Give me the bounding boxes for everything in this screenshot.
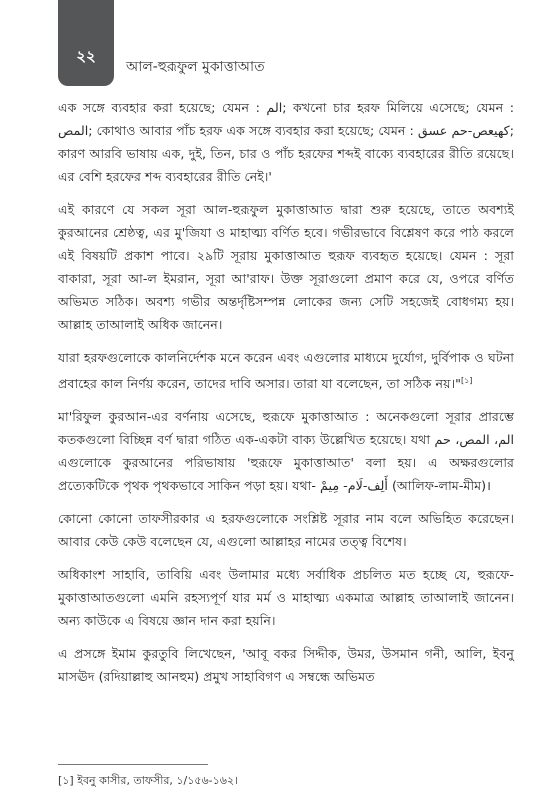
paragraph-5: কোনো কোনো তাফসীরকার এ হরফগুলোকে সংশ্লিষ্ট সূরার নাম বলে অভিহিত করেছেন। আবার কেউ কেউ বলেছেন যে, এগুলো আল্লাহর নামের তত্ত্ব বিশেষ। xyxy=(58,511,514,550)
page-number: ২২ xyxy=(76,47,96,65)
footnote-divider xyxy=(58,764,208,765)
page-header xyxy=(0,0,551,90)
footnote: [১] ইবনু কাসীর, তাফসীর, ১/১৫৬-১৬২। xyxy=(58,774,239,787)
page-body xyxy=(58,96,514,698)
page-number-tab xyxy=(58,0,114,86)
paragraph-6: অধিকাংশ সাহাবি, তাবিয়ি এবং উলামার মধ্যে সর্বাধিক প্রচলিত মত হচ্ছে যে, হুরূফে-মুকাত্তাআতগুলো এমনি রহস্যপূর্ণ যার মর্ম ও মাহাত্ম্য একমাত্র আল্লাহ তাআলাই জানেন। অন্য কাউকে এ বিষয়ে জ্ঞান দান করা হয়নি। xyxy=(58,567,514,629)
paragraph-3-text: যারা হরফগুলোকে কালনির্দেশক মনে করেন এবং এগুলোর মাধ্যমে দুর্যোগ, দুর্বিপাক ও ঘটনা প্রবাহের কাল নির্ণয় করেন, তাদের দাবি অসার। তারা যা বলেছেন, তা সঠিক নয়।" xyxy=(58,350,514,392)
paragraph-3 xyxy=(58,346,514,395)
paragraph-2: এই কারণে যে সকল সূরা আল-হুরূফুল মুকাত্তাআত দ্বারা শুরু হয়েছে, তাতে অবশ্যই কুরআনের শ্রেষ্ঠত্ব, এর মু'জিযা ও মাহাত্ম্য বর্ণিত হবে। গভীরভাবে বিশ্লেষণ করে পাঠ করলে এই বিষয়টি প্রকাশ পাবে। ২৯টি সূরায় মুকাত্তাআত হুরূফ ব্যবহৃত হয়েছে। যেমন : সূরা বাকারা, সূরা আ-ল ইমরান, সূরা আ'রাফ। উক্ত সূরাগুলো প্রমাণ করে যে, ওপরে বর্ণিত অভিমত সঠিক। অবশ্য গভীর অন্তর্দৃষ্টিসম্পন্ন লোকের জন্য সেটি সহজেই বোধগম্য হয়। আল্লাহ তাআলাই অধিক জানেন। xyxy=(58,202,514,332)
footnote-reference[interactable]: [১] xyxy=(460,376,473,385)
paragraph-1: এক সঙ্গে ব্যবহার করা হয়েছে; যেমন : الم; কখনো চার হরফ মিলিয়ে এসেছে; যেমন : المص; কোথাও আবার পাঁচ হরফ এক সঙ্গে ব্যবহার করা হয়েছে; যেমন : كهيعص-حم عسق; কারণ আরবি ভাষায় এক, দুই, তিন, চার ও পাঁচ হরফের শব্দই বাক্যে ব্যবহারের রীতি রয়েছে। এর বেশি হরফের শব্দ ব্যবহারের রীতি নেই।' xyxy=(58,100,515,184)
book-title: আল-হুরূফুল মুকাত্তাআত xyxy=(126,59,265,75)
paragraph-4: মা'রিফুল কুরআন-এর বর্ণনায় এসেছে, হুরূফে মুকাত্তাআত : অনেকগুলো সূরার প্রারম্ভে কতকগুলো বিচ্ছিন্ন বর্ণ দ্বারা গঠিত এক-একটা বাক্য উল্লেখিত হয়েছে। যথা الم، المص، حم এগুলোকে কুরআনের পরিভাষায় 'হুরূফে মুকাত্তাআত' বলা হয়। এ অক্ষরগুলোর প্রত্যেকটিকে পৃথক পৃথকভাবে সাকিন পড়া হয়। যথা- أَلِف-لَام- مِيمْ (আলিফ-লাম-মীম)। xyxy=(58,409,514,494)
paragraph-7: এ প্রসঙ্গে ইমাম কুরতুবি লিখেছেন, 'আবূ বকর সিদ্দীক, উমর, উসমান গনী, আলি, ইবনু মাসঊদ (রদিয়াল্লাহু আনহুম) প্রমুখ সাহাবিগণ এ সম্বন্ধে অভিমত xyxy=(58,646,514,685)
